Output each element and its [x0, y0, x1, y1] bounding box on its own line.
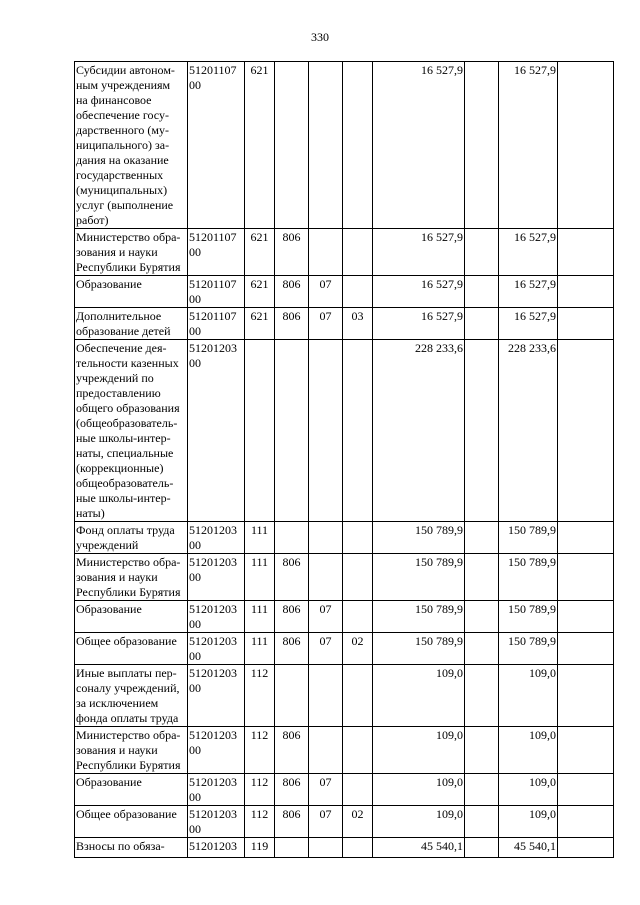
row-grbs: 806: [275, 554, 309, 601]
row-rz: [309, 727, 343, 774]
row-name: Субсидии автоном- ным учреждениям на финансовое обеспечение госу- дарственного (му- ниципального) за- дания на оказание государственных (муниципальных) услуг (выполнение работ): [75, 62, 188, 229]
row-rz: [309, 340, 343, 522]
row-grbs: [275, 522, 309, 554]
row-vr: 621: [245, 229, 275, 276]
table-row: [75, 229, 614, 276]
row-vr: 112: [245, 727, 275, 774]
row-pr: [343, 522, 373, 554]
row-rz: 07: [309, 601, 343, 633]
row-pr: [343, 340, 373, 522]
row-vr: 111: [245, 554, 275, 601]
row-vr: 621: [245, 308, 275, 340]
row-grbs: 806: [275, 308, 309, 340]
row-code: 51201107 00: [188, 62, 245, 229]
row-rz: 07: [309, 276, 343, 308]
row-code: 51201107 00: [188, 276, 245, 308]
row-empty-2: [558, 276, 614, 308]
row-name: Фонд оплаты труда учреждений: [75, 522, 188, 554]
row-grbs: [275, 62, 309, 229]
row-code: 51201203 00: [188, 522, 245, 554]
row-empty-2: [558, 340, 614, 522]
page-number: 330: [311, 30, 329, 44]
row-empty-2: [558, 727, 614, 774]
row-empty-2: [558, 665, 614, 727]
row-empty-1: [465, 229, 499, 276]
row-empty-2: [558, 62, 614, 229]
row-vr: 621: [245, 276, 275, 308]
row-rz: [309, 522, 343, 554]
row-vr: 119: [245, 838, 275, 858]
row-grbs: 806: [275, 229, 309, 276]
row-code: 51201203 00: [188, 727, 245, 774]
row-sum-1: 45 540,1: [373, 838, 465, 858]
row-name: Иные выплаты пер- соналу учреждений, за исключением фонда оплаты труда: [75, 665, 188, 727]
table-row: [75, 340, 614, 522]
row-rz: [309, 554, 343, 601]
row-pr: [343, 665, 373, 727]
row-name: Общее образование: [75, 633, 188, 665]
row-empty-1: [465, 308, 499, 340]
row-vr: 112: [245, 806, 275, 838]
row-sum-1: 150 789,9: [373, 601, 465, 633]
row-empty-1: [465, 774, 499, 806]
table-row: [75, 633, 614, 665]
row-vr: 112: [245, 665, 275, 727]
row-sum-2: 16 527,9: [499, 276, 558, 308]
row-sum-1: 16 527,9: [373, 62, 465, 229]
row-code: 51201203 00: [188, 774, 245, 806]
row-code: 51201107 00: [188, 229, 245, 276]
row-vr: [245, 340, 275, 522]
row-rz: 07: [309, 806, 343, 838]
row-sum-2: 109,0: [499, 806, 558, 838]
row-empty-2: [558, 633, 614, 665]
table-row: [75, 308, 614, 340]
row-code: 51201203 00: [188, 806, 245, 838]
row-sum-2: 45 540,1: [499, 838, 558, 858]
row-sum-1: 109,0: [373, 774, 465, 806]
table-row: [75, 838, 614, 858]
row-name: Министерство обра- зования и науки Республики Бурятия: [75, 229, 188, 276]
row-rz: [309, 62, 343, 229]
row-name: Образование: [75, 774, 188, 806]
row-sum-2: 228 233,6: [499, 340, 558, 522]
row-empty-1: [465, 838, 499, 858]
row-vr: 112: [245, 774, 275, 806]
table-row: [75, 601, 614, 633]
row-sum-2: 16 527,9: [499, 308, 558, 340]
table-row: [75, 665, 614, 727]
row-sum-2: 150 789,9: [499, 522, 558, 554]
row-empty-1: [465, 665, 499, 727]
row-empty-2: [558, 806, 614, 838]
row-sum-1: 109,0: [373, 806, 465, 838]
row-vr: 111: [245, 601, 275, 633]
row-pr: [343, 229, 373, 276]
table-row: [75, 554, 614, 601]
row-empty-2: [558, 601, 614, 633]
row-name: Образование: [75, 276, 188, 308]
row-grbs: 806: [275, 727, 309, 774]
row-sum-2: 16 527,9: [499, 229, 558, 276]
row-grbs: [275, 665, 309, 727]
row-name: Дополнительное образование детей: [75, 308, 188, 340]
table-row: [75, 276, 614, 308]
row-empty-2: [558, 554, 614, 601]
row-grbs: [275, 838, 309, 858]
row-sum-1: 150 789,9: [373, 633, 465, 665]
row-code: 51201203: [188, 838, 245, 858]
row-empty-1: [465, 522, 499, 554]
row-grbs: 806: [275, 601, 309, 633]
row-sum-1: 109,0: [373, 665, 465, 727]
row-pr: [343, 727, 373, 774]
row-code: 51201203 00: [188, 665, 245, 727]
table-row: [75, 727, 614, 774]
row-rz: [309, 229, 343, 276]
row-code: 51201203 00: [188, 633, 245, 665]
row-sum-1: 150 789,9: [373, 554, 465, 601]
row-sum-1: 16 527,9: [373, 229, 465, 276]
row-grbs: 806: [275, 774, 309, 806]
row-sum-2: 109,0: [499, 774, 558, 806]
row-code: 51201203 00: [188, 340, 245, 522]
table-row: [75, 806, 614, 838]
row-pr: [343, 62, 373, 229]
row-empty-1: [465, 633, 499, 665]
table-body: [75, 62, 614, 858]
row-grbs: 806: [275, 276, 309, 308]
row-sum-2: 109,0: [499, 665, 558, 727]
row-rz: [309, 838, 343, 858]
row-empty-2: [558, 838, 614, 858]
row-sum-1: 16 527,9: [373, 276, 465, 308]
row-sum-1: 228 233,6: [373, 340, 465, 522]
row-empty-1: [465, 276, 499, 308]
row-pr: 02: [343, 806, 373, 838]
row-grbs: 806: [275, 806, 309, 838]
table-row: [75, 62, 614, 229]
row-pr: [343, 601, 373, 633]
table-row: [75, 774, 614, 806]
row-rz: [309, 665, 343, 727]
row-name: Образование: [75, 601, 188, 633]
row-sum-2: 150 789,9: [499, 601, 558, 633]
row-sum-2: 150 789,9: [499, 633, 558, 665]
row-pr: [343, 554, 373, 601]
row-name: Министерство обра- зования и науки Республики Бурятия: [75, 727, 188, 774]
row-sum-1: 109,0: [373, 727, 465, 774]
row-empty-1: [465, 601, 499, 633]
row-empty-1: [465, 806, 499, 838]
row-rz: 07: [309, 308, 343, 340]
row-name: Общее образование: [75, 806, 188, 838]
row-empty-1: [465, 727, 499, 774]
table-row: [75, 522, 614, 554]
row-empty-1: [465, 62, 499, 229]
row-grbs: 806: [275, 633, 309, 665]
row-sum-2: 150 789,9: [499, 554, 558, 601]
row-pr: 03: [343, 308, 373, 340]
row-empty-1: [465, 340, 499, 522]
row-sum-2: 109,0: [499, 727, 558, 774]
row-name: Обеспечение дея- тельности казенных учреждений по предоставлению общего образования (общеобразователь- ные школы-интер- наты, специальные (коррекционные) общеобразователь- ные школы-интер- наты): [75, 340, 188, 522]
row-empty-2: [558, 774, 614, 806]
budget-table: [74, 61, 614, 858]
row-rz: 07: [309, 774, 343, 806]
row-empty-1: [465, 554, 499, 601]
row-rz: 07: [309, 633, 343, 665]
row-sum-2: 16 527,9: [499, 62, 558, 229]
row-name: Министерство обра- зования и науки Республики Бурятия: [75, 554, 188, 601]
row-sum-1: 150 789,9: [373, 522, 465, 554]
row-vr: 111: [245, 522, 275, 554]
row-vr: 621: [245, 62, 275, 229]
row-pr: [343, 276, 373, 308]
row-code: 51201107 00: [188, 308, 245, 340]
row-sum-1: 16 527,9: [373, 308, 465, 340]
row-code: 51201203 00: [188, 554, 245, 601]
row-name: Взносы по обяза-: [75, 838, 188, 858]
row-pr: [343, 838, 373, 858]
row-empty-2: [558, 308, 614, 340]
row-empty-2: [558, 229, 614, 276]
row-pr: [343, 774, 373, 806]
row-grbs: [275, 340, 309, 522]
row-empty-2: [558, 522, 614, 554]
row-pr: 02: [343, 633, 373, 665]
row-vr: 111: [245, 633, 275, 665]
row-code: 51201203 00: [188, 601, 245, 633]
